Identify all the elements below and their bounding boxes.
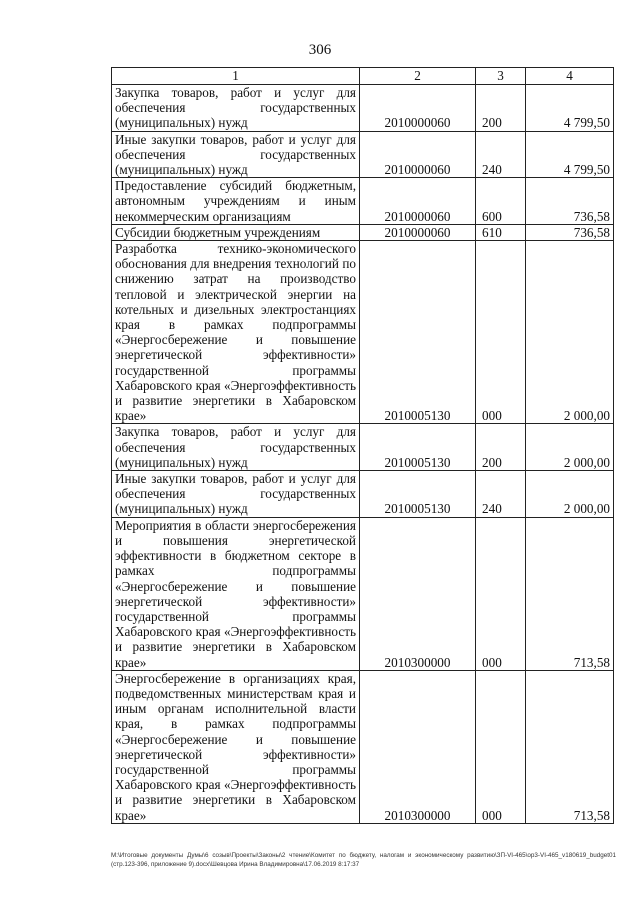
table-row (112, 178, 614, 225)
row-code: 2010000060 (360, 131, 476, 178)
row-sum: 4 799,50 (526, 85, 614, 132)
row-name: Мероприятия в области энергосбережения и повышения энергетической эффективности в бюджетном секторе в рамках подпрограммы «Энергосбережение и повышение энергетической эффективности» государственной программы Хабаровского края «Энергоэффективность и развитие энергетики в Хабаровском крае» (112, 517, 360, 670)
row-code: 2010005130 (360, 471, 476, 518)
page-number: 306 (308, 42, 332, 58)
row-name: Предоставление субсидий бюджетным, автономным учреждениям и иным некоммерческим организациям (112, 178, 360, 225)
table-row (112, 131, 614, 178)
header-col-1: 1 (112, 68, 360, 85)
row-sum: 2 000,00 (526, 471, 614, 518)
document-footer-path: M:\Итоговые документы Думы\6 созыв\Проекты\Законы\2 чтение\Комитет по бюджету, налогам и экономическому развитию\ЗП-VI-465\ор3-VI-465_v180619_budget01 (стр.123-396, приложение 9).docx\Шевцова Ирина Владимировна\17.06.2019 8:17:37 (111, 852, 616, 868)
header-col-3: 3 (476, 68, 526, 85)
row-code: 2010300000 (360, 670, 476, 823)
row-name: Закупка товаров, работ и услуг для обеспечения государственных (муниципальных) нужд (112, 424, 360, 471)
table-header-row (112, 68, 614, 85)
row-code: 2010000060 (360, 178, 476, 225)
row-name: Иные закупки товаров, работ и услуг для обеспечения государственных (муниципальных) нужд (112, 131, 360, 178)
row-sum: 4 799,50 (526, 131, 614, 178)
row-type: 610 (476, 224, 526, 240)
row-type: 240 (476, 131, 526, 178)
budget-table (111, 67, 614, 824)
row-code: 2010005130 (360, 241, 476, 424)
row-type: 200 (476, 85, 526, 132)
row-code: 2010000060 (360, 224, 476, 240)
table-row (112, 424, 614, 471)
table-row (112, 471, 614, 518)
row-type: 000 (476, 241, 526, 424)
row-name: Закупка товаров, работ и услуг для обеспечения государственных (муниципальных) нужд (112, 85, 360, 132)
table-row (112, 224, 614, 240)
row-type: 600 (476, 178, 526, 225)
row-type: 000 (476, 670, 526, 823)
header-col-2: 2 (360, 68, 476, 85)
row-name: Разработка технико-экономического обоснования для внедрения технологий по снижению затрат на производство тепловой и электрической энергии на котельных и дизельных электростанциях края в рамках подпрограммы «Энергосбережение и повышение энергетической эффективности» государственной программы Хабаровского края «Энергоэффективность и развитие энергетики в Хабаровском крае» (112, 241, 360, 424)
row-name: Энергосбережение в организациях края, подведомственных министерствам края и иным органам исполнительной власти края, в рамках подпрограммы «Энергосбережение и повышение энергетической эффективности» государственной программы Хабаровского края «Энергоэффективность и развитие энергетики в Хабаровском крае» (112, 670, 360, 823)
row-sum: 713,58 (526, 670, 614, 823)
row-sum: 2 000,00 (526, 241, 614, 424)
row-sum: 736,58 (526, 178, 614, 225)
row-name: Иные закупки товаров, работ и услуг для обеспечения государственных (муниципальных) нужд (112, 471, 360, 518)
row-code: 2010300000 (360, 517, 476, 670)
row-type: 000 (476, 517, 526, 670)
table-row (112, 241, 614, 424)
table-row (112, 85, 614, 132)
table-row (112, 517, 614, 670)
row-type: 200 (476, 424, 526, 471)
row-type: 240 (476, 471, 526, 518)
row-sum: 713,58 (526, 517, 614, 670)
table-row (112, 670, 614, 823)
row-sum: 2 000,00 (526, 424, 614, 471)
row-name: Субсидии бюджетным учреждениям (112, 224, 360, 240)
row-code: 2010005130 (360, 424, 476, 471)
row-code: 2010000060 (360, 85, 476, 132)
row-sum: 736,58 (526, 224, 614, 240)
header-col-4: 4 (526, 68, 614, 85)
